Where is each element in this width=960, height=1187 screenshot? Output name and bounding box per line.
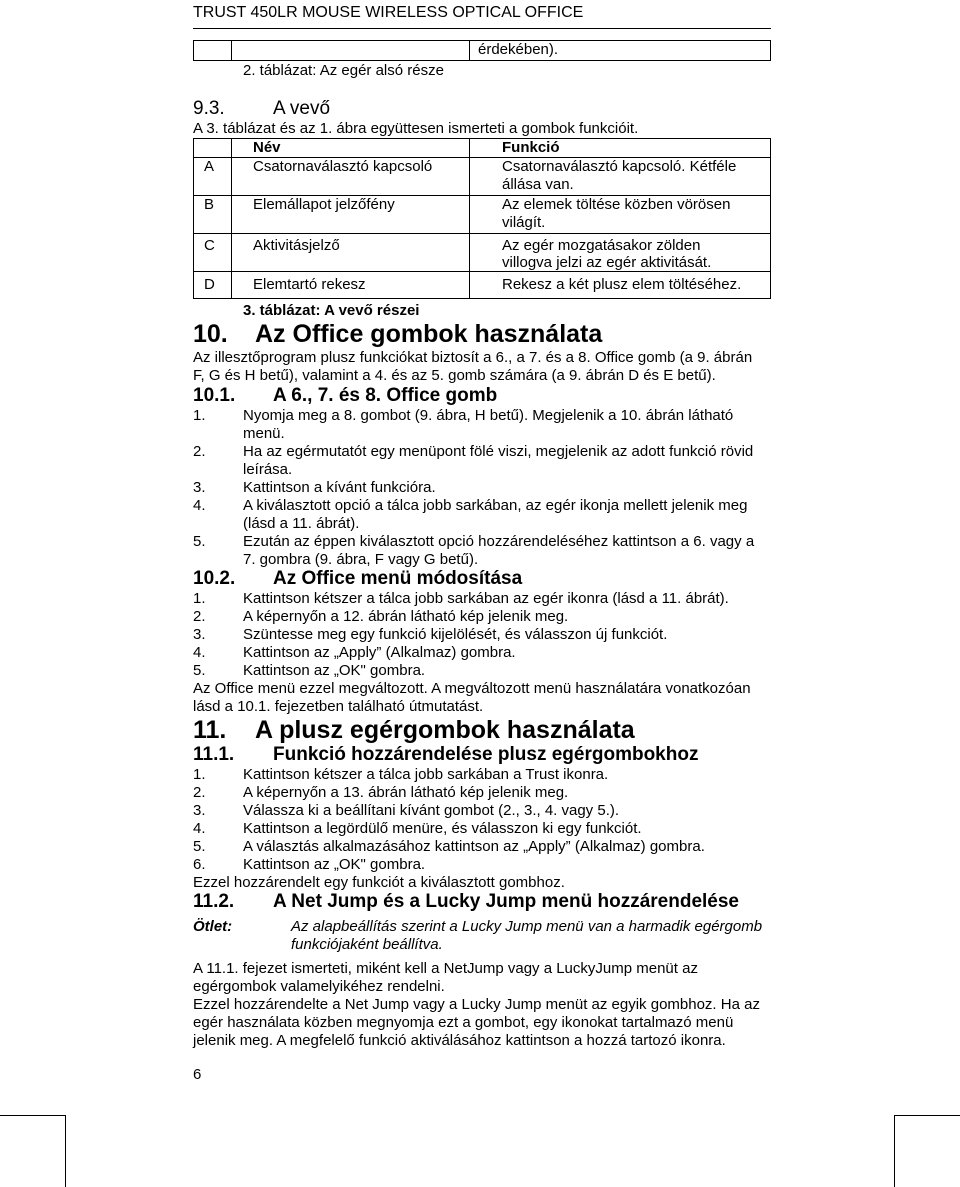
section-10-para-line: Az illesztőprogram plusz funkciókat biztosít a 6., a 7. és a 8. Office gomb (a 9. ábrán bbox=[193, 349, 753, 366]
table-row-function: Az egér mozgatásakor zölden bbox=[502, 237, 701, 254]
step-number: 5. bbox=[193, 662, 206, 679]
step-number: 3. bbox=[193, 626, 206, 643]
table-row-function-cont: állása van. bbox=[502, 176, 574, 193]
step-number: 5. bbox=[193, 533, 206, 550]
page-number: 6 bbox=[193, 1066, 202, 1083]
section-11-1-title: Funkció hozzárendelése plusz egérgombokhoz bbox=[273, 744, 699, 765]
section-11-number: 11. bbox=[193, 716, 227, 744]
section-10-1-title: A 6., 7. és 8. Office gomb bbox=[273, 385, 498, 406]
step-text: Kattintson az „OK" gombra. bbox=[243, 856, 426, 873]
step-number: 6. bbox=[193, 856, 206, 873]
step-text: Ha az egérmutatót egy menüpont fölé viszi, megjelenik az adott funkció rövid bbox=[243, 443, 754, 460]
step-number: 2. bbox=[193, 443, 206, 460]
step-number: 1. bbox=[193, 766, 206, 783]
section-9-3-intro: A 3. táblázat és az 1. ábra együttesen ismerteti a gombok funkcióit. bbox=[193, 120, 639, 137]
section-11-title: A plusz egérgombok használata bbox=[255, 716, 635, 744]
step-text: Kattintson a legördülő menüre, és válasszon ki egy funkciót. bbox=[243, 820, 642, 837]
table-row-id: C bbox=[204, 237, 215, 254]
step-text: A képernyőn a 12. ábrán látható kép jelenik meg. bbox=[243, 608, 569, 625]
step-text: A képernyőn a 13. ábrán látható kép jelenik meg. bbox=[243, 784, 569, 801]
table-2-caption: 2. táblázat: Az egér alsó része bbox=[243, 62, 444, 79]
step-number: 4. bbox=[193, 497, 206, 514]
table-row-function-cont: világít. bbox=[502, 214, 546, 231]
column-header-function: Funkció bbox=[502, 139, 560, 156]
step-number: 3. bbox=[193, 479, 206, 496]
step-text-cont: (lásd a 11. ábrát). bbox=[243, 515, 360, 532]
table-row-name: Elemtartó rekesz bbox=[253, 276, 366, 293]
table-row-function: Rekesz a két plusz elem töltéséhez. bbox=[502, 276, 742, 293]
table-row-id: A bbox=[204, 158, 215, 175]
tip-text: Az alapbeállítás szerint a Lucky Jump menü van a harmadik egérgomb bbox=[291, 918, 763, 935]
section-11-2-para-line: jelenik meg. A megfelelő funkció aktiválásához kattintson a hozzá tartozó ikonra. bbox=[193, 1032, 726, 1049]
table-row-function: Az elemek töltése közben vörösen bbox=[502, 196, 731, 213]
step-text: Kattintson kétszer a tálca jobb sarkában az egér ikonra (lásd a 11. ábrát). bbox=[243, 590, 729, 607]
section-9-3-number: 9.3. bbox=[193, 98, 225, 119]
top-table-cell: érdekében). bbox=[478, 41, 559, 58]
step-text: A választás alkalmazásához kattintson az „Apply” (Alkalmaz) gombra. bbox=[243, 838, 705, 855]
section-10-2-para-line: Az Office menü ezzel megváltozott. A megváltozott menü használatára vonatkozóan bbox=[193, 680, 751, 697]
table-row-name: Elemállapot jelzőfény bbox=[253, 196, 395, 213]
table-row-name: Csatornaválasztó kapcsoló bbox=[253, 158, 433, 175]
table-row-function: Csatornaválasztó kapcsoló. Kétféle bbox=[502, 158, 737, 175]
section-9-3-title: A vevő bbox=[273, 98, 331, 119]
section-11-1-para: Ezzel hozzárendelt egy funkciót a kiválasztott gombhoz. bbox=[193, 874, 565, 891]
step-text: Kattintson a kívánt funkcióra. bbox=[243, 479, 436, 496]
section-10-number: 10. bbox=[193, 320, 228, 348]
step-text: A kiválasztott opció a tálca jobb sarkában, az egér ikonja mellett jelenik meg bbox=[243, 497, 748, 514]
section-11-2-para-line: Ezzel hozzárendelte a Net Jump vagy a Lucky Jump menüt az egyik gombhoz. Ha az bbox=[193, 996, 760, 1013]
running-header: TRUST 450LR MOUSE WIRELESS OPTICAL OFFICE bbox=[193, 4, 584, 21]
section-11-2-para-line: A 11.1. fejezet ismerteti, miként kell a NetJump vagy a LuckyJump menüt az bbox=[193, 960, 698, 977]
step-number: 4. bbox=[193, 644, 206, 661]
section-11-1-number: 11.1. bbox=[193, 744, 235, 765]
step-text-cont: 7. gombra (9. ábra, F vagy G betű). bbox=[243, 551, 479, 568]
section-10-2-title: Az Office menü módosítása bbox=[273, 568, 523, 589]
step-number: 5. bbox=[193, 838, 206, 855]
step-number: 2. bbox=[193, 784, 206, 801]
step-text-cont: leírása. bbox=[243, 461, 293, 478]
header-rule bbox=[193, 28, 771, 29]
section-11-2-title: A Net Jump és a Lucky Jump menü hozzárendelése bbox=[273, 891, 739, 912]
tip-label: Ötlet: bbox=[193, 918, 233, 935]
step-number: 1. bbox=[193, 407, 206, 424]
table-3-caption: 3. táblázat: A vevő részei bbox=[243, 302, 420, 319]
step-text: Válassza ki a beállítani kívánt gombot (2., 3., 4. vagy 5.). bbox=[243, 802, 620, 819]
section-10-title: Az Office gombok használata bbox=[255, 320, 603, 348]
step-text: Nyomja meg a 8. gombot (9. ábra, H betű). Megjelenik a 10. ábrán látható bbox=[243, 407, 734, 424]
section-10-para-line: F, G és H betű), valamint a 4. és az 5. gomb számára (a 9. ábrán D és E betű). bbox=[193, 367, 716, 384]
step-number: 2. bbox=[193, 608, 206, 625]
section-10-1-number: 10.1. bbox=[193, 385, 236, 406]
section-11-2-para-line: egérgombok valamelyikéhez rendelni. bbox=[193, 978, 445, 995]
table-row-id: D bbox=[204, 276, 215, 293]
step-text: Kattintson kétszer a tálca jobb sarkában a Trust ikonra. bbox=[243, 766, 609, 783]
table-row-id: B bbox=[204, 196, 215, 213]
section-10-2-number: 10.2. bbox=[193, 568, 236, 589]
section-11-2-para-line: egér használata közben megnyomja ezt a gombot, egy ikonokat tartalmazó menü bbox=[193, 1014, 734, 1031]
step-text-cont: menü. bbox=[243, 425, 285, 442]
section-11-2-number: 11.2. bbox=[193, 891, 235, 912]
section-10-2-para-line: lásd a 10.1. fejezetben található útmutatást. bbox=[193, 698, 484, 715]
step-number: 3. bbox=[193, 802, 206, 819]
column-header-name: Név bbox=[253, 139, 281, 156]
step-number: 4. bbox=[193, 820, 206, 837]
table-row-name: Aktivitásjelző bbox=[253, 237, 340, 254]
step-text: Kattintson az „Apply” (Alkalmaz) gombra. bbox=[243, 644, 516, 661]
tip-text-cont: funkciójaként beállítva. bbox=[291, 936, 443, 953]
step-text: Ezután az éppen kiválasztott opció hozzárendeléséhez kattintson a 6. vagy a bbox=[243, 533, 755, 550]
table-row-function-cont: villogva jelzi az egér aktivitását. bbox=[502, 254, 712, 271]
step-text: Kattintson az „OK" gombra. bbox=[243, 662, 426, 679]
step-text: Szüntesse meg egy funkció kijelölését, és válasszon új funkciót. bbox=[243, 626, 668, 643]
step-number: 1. bbox=[193, 590, 206, 607]
